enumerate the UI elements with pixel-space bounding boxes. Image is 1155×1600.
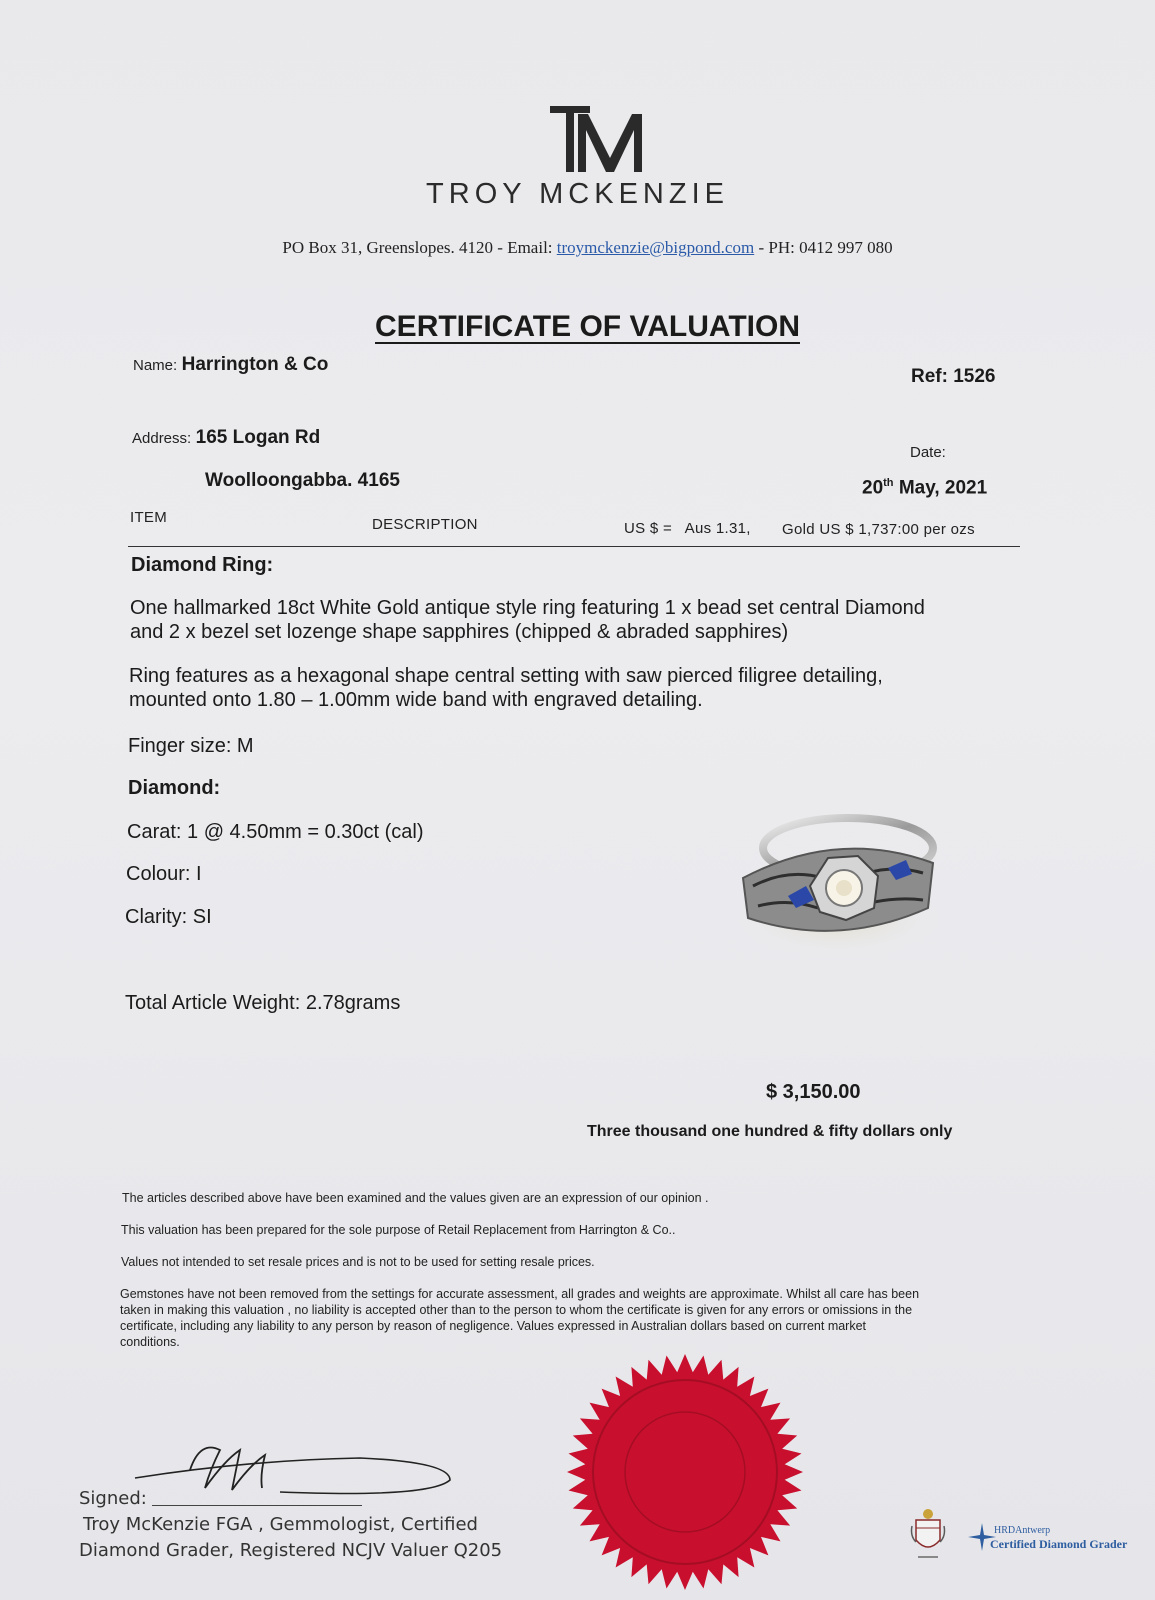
email-label: Email: [507,238,553,257]
exchange-rate: US $ = Aus 1.31, [624,520,751,537]
client-address-row [132,427,320,449]
red-wax-seal [565,1352,805,1592]
gemmological-association-crest-icon [908,1506,948,1568]
note-opinion: The articles described above have been examined and the values given are an expression of our opinion . [122,1191,709,1205]
certificate-title: CERTIFICATE OF VALUATION [375,310,800,343]
diamond-heading: Diamond: [128,777,221,799]
signed-label: Signed: [79,1488,147,1509]
valuation-amount: $ 3,150.00 [766,1081,861,1103]
seal-starburst [567,1354,803,1590]
description-paragraph-2: Ring features as a hexagonal shape central setting with saw pierced filigree detailing, mounted onto 1.80 – 1.00mm wide band with engraved detailing. [129,665,883,711]
address-line-2: Woolloongabba. 4165 [205,470,400,491]
email-link[interactable]: troymckenzie@bigpond.com [556,238,755,257]
note-disclaimer: Gemstones have not been removed from the settings for accurate assessment, all grades and weights are approximate. Whilst all care has been taken in making this valuation , no liability is accepted other than to the person to whom the certificate is given for any errors or omissions in the certificate, including any liability to any person by reason of negligence. Values expressed in Australian dollars based on current market conditions. [120,1287,920,1349]
note-resale: Values not intended to set resale prices and is not to be used for setting resale prices. [121,1255,595,1269]
item-heading: Diamond Ring: [131,554,274,576]
hrd-main-text: Certified Diamond Grader [990,1537,1128,1551]
column-item: ITEM [130,509,168,526]
gold-price: Gold US $ 1,737:00 per ozs [782,521,975,538]
postal-address: PO Box 31, Greenslopes. 4120 [282,238,494,257]
description-paragraph-1: One hallmarked 18ct White Gold antique style ring featuring 1 x bead set central Diamond and 2 x bezel set lozenge shape sapphires (chipped & abraded sapphires) [130,597,925,643]
total-weight: Total Article Weight: 2.78grams [125,992,401,1014]
clarity: Clarity: SI [125,906,212,928]
hrd-small-text: HRDAntwerp [994,1525,1051,1536]
client-name: Harrington & Co [181,354,329,375]
name-label: Name: [133,357,178,374]
header-divider [128,546,1020,547]
company-name: TROY MCKENZIE [426,178,729,210]
phone-number: PH: 0412 997 080 [768,238,893,257]
note-purpose: This valuation has been prepared for the sole purpose of Retail Replacement from Harrington & Co.. [121,1223,676,1237]
date-label: Date: [910,444,946,461]
finger-size: Finger size: M [128,735,254,757]
address-line-1: 165 Logan Rd [195,427,321,448]
contact-line: PO Box 31, Greenslopes. 4120 - Email: troymckenzie@bigpond.com - PH: 0412 997 080 [282,238,893,257]
handwritten-signature [130,1430,460,1510]
column-description: DESCRIPTION [372,516,478,533]
signature-line [152,1505,362,1506]
client-name-row [133,354,328,376]
carat: Carat: 1 @ 4.50mm = 0.30ct (cal) [127,821,424,843]
ring-photo [728,808,948,968]
signatory-line-1: Troy McKenzie FGA , Gemmologist, Certified [83,1514,478,1535]
address-label: Address: [132,430,192,447]
valuation-date: 20th May, 2021 [862,477,988,499]
colour: Colour: I [126,863,202,885]
tm-logo-mark [548,100,648,180]
valuation-in-words: Three thousand one hundred & fifty dollars only [587,1123,953,1140]
signatory-line-2: Diamond Grader, Registered NCJV Valuer Q205 [79,1540,503,1561]
reference-number: Ref: 1526 [911,366,996,387]
